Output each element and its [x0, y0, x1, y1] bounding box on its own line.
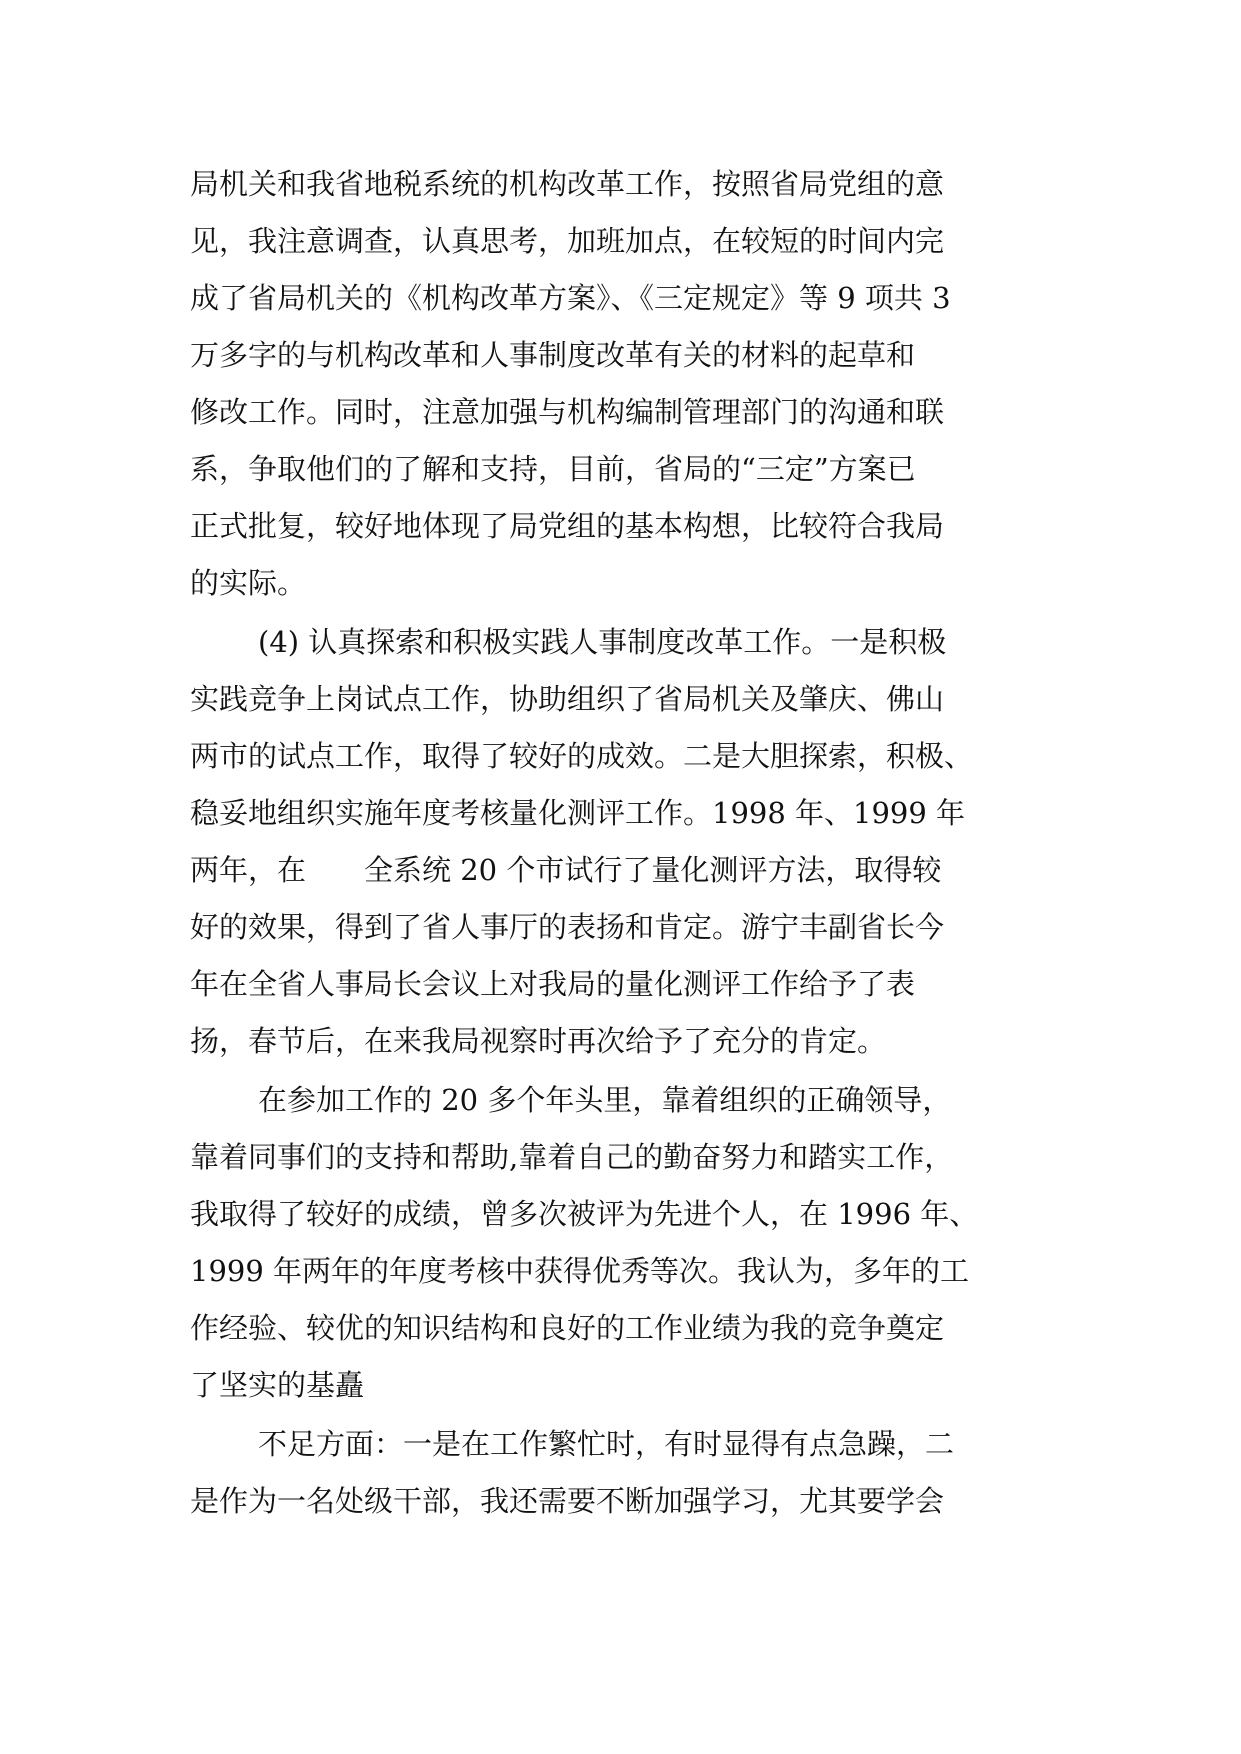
text-line: 了坚实的基矗 [190, 1368, 365, 1402]
text-line: 见，我注意调查，认真思考，加班加点，在较短的时间内完 [190, 224, 945, 258]
text-line: 好的效果，得到了省人事厅的表扬和肯定。游宁丰副省长今 [190, 910, 945, 944]
text-line: 我取得了较好的成绩，曾多次被评为先进个人，在 1996 年、 [190, 1197, 979, 1231]
text-line: 系，争取他们的了解和支持，目前，省局的“三定”方案已 [190, 452, 916, 486]
text-line: 稳妥地组织实施年度考核量化测评工作。1998 年、1999 年 [190, 796, 966, 830]
text-line: 作经验、较优的知识结构和良好的工作业绩为我的竞争奠定 [190, 1311, 945, 1345]
text-line: 局机关和我省地税系统的机构改革工作，按照省局党组的意 [190, 167, 945, 201]
text-line: 成了省局机关的《机构改革方案》、《三定规定》等 9 项共 3 [190, 281, 951, 315]
paragraph-first-line: (4) 认真探索和积极实践人事制度改革工作。一是积极 [258, 625, 947, 659]
text-line: 修改工作。同时，注意加强与机构编制管理部门的沟通和联 [190, 395, 945, 429]
text-line: 两市的试点工作，取得了较好的成效。二是大胆探索，积极、 [190, 739, 974, 773]
paragraph-first-line: 不足方面：一是在工作繁忙时，有时显得有点急躁，二 [258, 1427, 955, 1461]
text-line: 是作为一名处级干部，我还需要不断加强学习，尤其要学会 [190, 1484, 945, 1518]
text-line: 1999 年两年的年度考核中获得优秀等次。我认为，多年的工 [190, 1254, 970, 1288]
text-line: 靠着同事们的支持和帮助,靠着自己的勤奋努力和踏实工作， [190, 1140, 954, 1174]
text-line: 两年，在 全系统 20 个市试行了量化测评方法，取得较 [190, 853, 942, 887]
text-line: 实践竞争上岗试点工作，协助组织了省局机关及肇庆、佛山 [190, 682, 945, 716]
text-line: 扬，春节后，在来我局视察时再次给予了充分的肯定。 [190, 1024, 887, 1058]
text-line: 的实际。 [190, 566, 307, 600]
paragraph-first-line: 在参加工作的 20 多个年头里，靠着组织的正确领导， [258, 1083, 952, 1117]
text-line: 年在全省人事局长会议上对我局的量化测评工作给予了表 [190, 967, 916, 1001]
text-line: 正式批复，较好地体现了局党组的基本构想，比较符合我局 [190, 509, 945, 543]
text-line: 万多字的与机构改革和人事制度改革有关的材料的起草和 [190, 338, 916, 372]
